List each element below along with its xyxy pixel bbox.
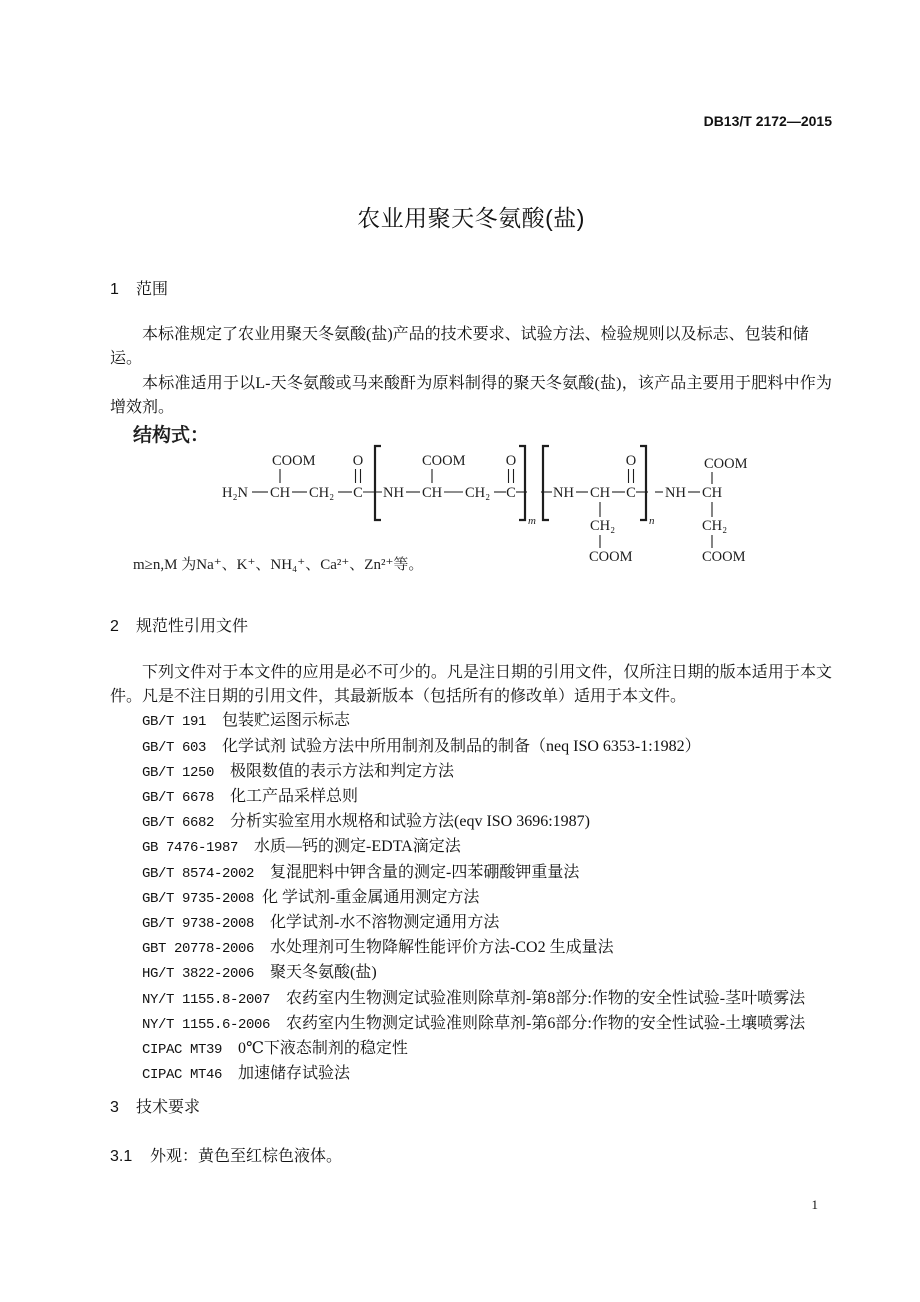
carbonyl-carbon: C: [353, 485, 363, 501]
methine-group: CH: [590, 485, 611, 501]
carboxylate-group: COOM: [589, 549, 633, 565]
reference-code: GB/T 603: [142, 739, 223, 756]
section-heading-scope: [110, 278, 168, 302]
section-title: 范围: [136, 281, 169, 298]
reference-code: GB/T 6678: [142, 790, 231, 807]
methylene-group: CH₂: [590, 518, 616, 534]
standard-code: DB13/T 2172—2015: [703, 113, 832, 129]
reference-item: [110, 785, 832, 810]
reference-title: 化 学试剂-重金属通用测定方法: [262, 888, 480, 906]
counterion-note: m≥n,M 为Na⁺、K⁺、NH₄⁺、Ca²⁺、Zn²⁺等。: [133, 557, 424, 573]
reference-item: [110, 911, 832, 936]
carboxylate-group: COOM: [422, 453, 466, 469]
bracket-close-m: [519, 446, 525, 520]
reference-title: 水质—钙的测定-EDTA滴定法: [254, 838, 461, 856]
amino-group: H₂N: [222, 485, 248, 501]
reference-title: 加速储存试验法: [238, 1065, 351, 1083]
paragraph-line: 本标准适用于以L-天冬氨酸或马来酸酐为原料制得的聚天冬氨酸(盐)，该产品主要用于肥料中作为: [142, 374, 832, 392]
paragraph-line: 下列文件对于本文件的应用是必不可少的。凡是注日期的引用文件，仅所注日期的版本适用于本文: [142, 664, 832, 681]
amide-group: NH: [383, 485, 404, 501]
structure-label: 结构式：: [133, 425, 210, 446]
carboxylate-group: COOM: [702, 549, 746, 565]
methylene-group: CH₂: [309, 485, 335, 501]
reference-title: 包装贮运图示标志: [222, 712, 351, 730]
reference-title: 水处理剂可生物降解性能评价方法-CO2 生成量法: [270, 939, 614, 957]
clause-number: 3.1: [110, 1148, 133, 1165]
carboxylate-group: COOM: [704, 456, 748, 472]
reference-title: 分析实验室用水规格和试验方法(eqv ISO 3696:1987): [230, 813, 591, 831]
reference-code: CIPAC MT39: [142, 1042, 239, 1059]
reference-code: NY/T 1155.8-2007: [142, 991, 287, 1008]
methine-group: CH: [702, 485, 723, 501]
structural-formula: [120, 415, 770, 585]
amide-group: NH: [553, 485, 574, 501]
methine-group: CH: [270, 485, 291, 501]
reference-title: 0℃下液态制剂的稳定性: [238, 1040, 408, 1058]
section-number: 1: [110, 281, 119, 298]
reference-item: [110, 861, 832, 886]
section-number: 2: [110, 618, 119, 635]
clause-text: 外观：黄色至红棕色液体。: [150, 1148, 343, 1165]
paragraph-line: 件。凡是不注日期的引用文件，其最新版本（包括所有的修改单）适用于本文件。: [110, 688, 687, 706]
paragraph-line: 增效剂。: [110, 399, 175, 417]
reference-item: [110, 961, 832, 986]
carbonyl-oxygen: O: [625, 453, 637, 469]
reference-item: [110, 735, 832, 760]
bracket-open-n: [543, 446, 549, 520]
methylene-group: CH₂: [702, 518, 728, 534]
reference-item: [110, 987, 832, 1012]
reference-title: 化学试剂-水不溶物测定通用方法: [270, 914, 500, 932]
document-title: 农业用聚天冬氨酸(盐): [357, 205, 585, 231]
section-heading-technical-requirements: [110, 1096, 200, 1120]
reference-code: GB/T 1250: [142, 764, 231, 781]
amide-group: NH: [665, 485, 686, 501]
section-number: 3: [110, 1099, 119, 1116]
reference-title: 化工产品采样总则: [230, 788, 359, 806]
reference-title: 复混肥料中钾含量的测定-四苯硼酸钾重量法: [270, 863, 580, 881]
clause-appearance: [110, 1145, 342, 1169]
reference-title: 极限数值的表示方法和判定方法: [230, 762, 455, 780]
reference-code: GB/T 9738-2008: [142, 916, 271, 933]
reference-title: 农药室内生物测定试验准则除草剂-第8部分:作物的安全性试验-茎叶喷雾法: [286, 989, 806, 1007]
reference-item: [110, 835, 832, 860]
reference-title: 农药室内生物测定试验准则除草剂-第6部分:作物的安全性试验-土壤喷雾法: [286, 1014, 806, 1032]
reference-code: HG/T 3822-2006: [142, 966, 271, 983]
reference-item: [110, 810, 832, 835]
normative-references: [110, 661, 832, 1087]
reference-item: [110, 1037, 832, 1062]
section-heading-normative-references: [110, 615, 248, 639]
bracket-close-n: [640, 446, 646, 520]
carbonyl-oxygen: O: [505, 453, 517, 469]
reference-code: GB 7476-1987: [142, 840, 255, 857]
repeat-count-n: n: [649, 515, 655, 527]
reference-item: [110, 886, 832, 911]
reference-code: GBT 20778-2006: [142, 941, 271, 958]
scope-paragraphs: [110, 323, 832, 421]
repeat-count-m: m: [528, 515, 536, 527]
section-title: 技术要求: [136, 1099, 201, 1116]
carbonyl-carbon: C: [626, 485, 636, 501]
reference-item: [110, 936, 832, 961]
carbonyl-carbon: C: [506, 485, 516, 501]
reference-title: 化学试剂 试验方法中所用制剂及制品的制备（neq ISO 6353-1:1982）: [222, 737, 701, 755]
carbonyl-oxygen: O: [352, 453, 364, 469]
reference-code: GB/T 9735-2008: [142, 890, 263, 907]
carboxylate-group: COOM: [272, 453, 316, 469]
reference-item: [110, 1062, 832, 1087]
page-number: 1: [811, 1197, 818, 1212]
reference-code: GB/T 191: [142, 714, 223, 731]
reference-item: [110, 709, 832, 734]
reference-title: 聚天冬氨酸(盐): [270, 964, 377, 982]
methylene-group: CH₂: [465, 485, 491, 501]
paragraph-line: 本标准规定了农业用聚天冬氨酸(盐)产品的技术要求、试验方法、检验规则以及标志、包装和储运。: [110, 326, 809, 368]
reference-item: [110, 760, 832, 785]
section-title: 规范性引用文件: [136, 618, 249, 635]
methine-group: CH: [422, 485, 443, 501]
reference-code: NY/T 1155.6-2006: [142, 1016, 287, 1033]
reference-item: [110, 1012, 832, 1037]
bracket-open-m: [375, 446, 381, 520]
reference-code: CIPAC MT46: [142, 1067, 239, 1084]
reference-code: GB/T 8574-2002: [142, 865, 271, 882]
reference-code: GB/T 6682: [142, 815, 231, 832]
